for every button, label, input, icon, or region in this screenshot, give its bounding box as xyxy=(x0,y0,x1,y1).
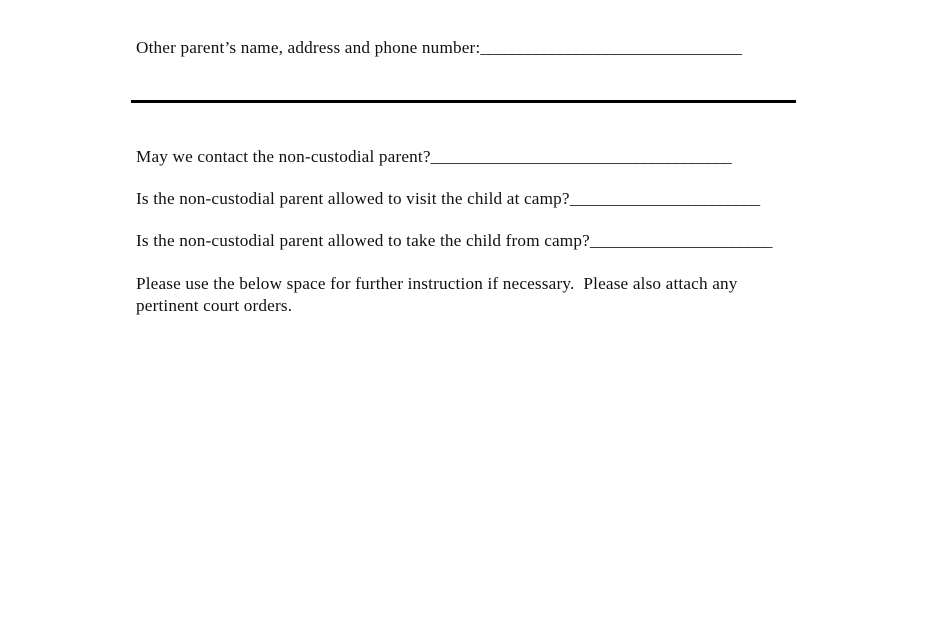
section-divider-rule xyxy=(131,100,796,103)
field-contact-noncustodial-label: May we contact the non-custodial parent? xyxy=(136,147,431,166)
instruction-paragraph: Please use the below space for further instruction if necessary. Please also attach any pertinent court orders. xyxy=(136,274,743,315)
field-visit-at-camp-label: Is the non-custodial parent allowed to visit the child at camp? xyxy=(136,189,570,208)
field-take-from-camp-label: Is the non-custodial parent allowed to take the child from camp? xyxy=(136,231,590,250)
field-other-parent-blank[interactable]: _________________________________ xyxy=(480,38,742,57)
field-contact-noncustodial-line xyxy=(136,147,792,167)
field-take-from-camp-line xyxy=(136,231,792,251)
field-contact-noncustodial-blank[interactable]: ______________________________________ xyxy=(430,147,732,166)
field-other-parent-line xyxy=(136,38,792,58)
free-writing-space[interactable] xyxy=(136,330,790,600)
field-visit-at-camp-blank[interactable]: ________________________ xyxy=(569,189,760,208)
field-visit-at-camp-line xyxy=(136,189,792,209)
field-other-parent-label: Other parent’s name, address and phone number: xyxy=(136,38,481,57)
field-take-from-camp-blank[interactable]: _______________________ xyxy=(589,231,772,250)
